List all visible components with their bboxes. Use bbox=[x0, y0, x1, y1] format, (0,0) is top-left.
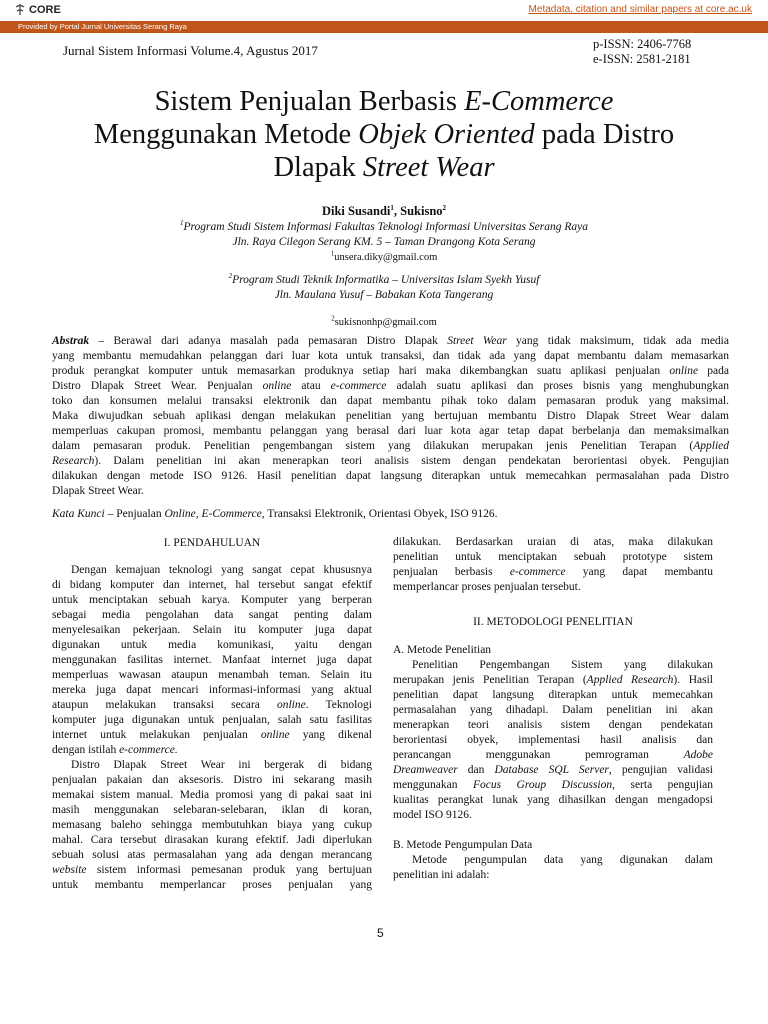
subsection-heading: B. Metode Pengumpulan Data bbox=[393, 839, 533, 851]
body-text: , pengujian validasi bbox=[608, 764, 714, 776]
email-address: sukisnonhp@gmail.com bbox=[334, 317, 437, 328]
abstract-text: – Berawal dari adanya masalah pada pemasaran Distro Dlapak bbox=[89, 335, 448, 347]
email-address: unsera.diky@gmail.com bbox=[334, 252, 438, 263]
body-text: memperlancar proses penjualan tersebut. bbox=[393, 581, 581, 593]
section-heading: II. METODOLOGI PENELITIAN bbox=[473, 616, 633, 628]
body-text: yang dapat membantu bbox=[565, 566, 713, 578]
abstract bbox=[52, 334, 729, 499]
issn-block bbox=[593, 37, 691, 67]
body-text: memasang baleho sehingga membutuhkan biaya yang cukup bbox=[52, 819, 372, 831]
core-logo[interactable] bbox=[14, 3, 61, 16]
core-banner bbox=[0, 0, 768, 21]
affiliation-2 bbox=[0, 273, 768, 330]
abstract-text: Street Wear bbox=[447, 335, 507, 347]
abstract-text: online bbox=[262, 380, 292, 392]
body-text: internet untuk melakukan penjualan bbox=[52, 729, 261, 741]
body-text: menerapkan teori analisis sistem dengan pendekatan bbox=[393, 719, 713, 731]
title-text: E-Commerce bbox=[464, 86, 614, 117]
affil-line: Jln. Raya Cilegon Serang KM. 5 – Taman Drangong Kota Serang bbox=[232, 236, 536, 248]
body-text: sistem informasi pemesanan produk yang bertujuan bbox=[86, 864, 372, 876]
core-metadata-link[interactable]: Metadata, citation and similar papers at core.ac.uk bbox=[528, 4, 752, 15]
author-name: , Sukisno bbox=[393, 204, 443, 218]
core-logo-text: CORE bbox=[29, 3, 61, 16]
body-text: perancangan menggunakan pemrograman bbox=[393, 749, 684, 761]
abstract-text: Research bbox=[52, 455, 95, 467]
right-column bbox=[393, 535, 713, 883]
body-text: penjualan pakaian dan aksesoris. Distro ini sekarang masih bbox=[52, 774, 372, 786]
body-text: ). Hasil bbox=[673, 674, 713, 686]
body-text: Adobe bbox=[683, 749, 713, 761]
affil-line: Jln. Maulana Yusuf – Babakan Kota Tangerang bbox=[274, 289, 494, 301]
body-text: penelitian dapat langsung diterapkan untuk memecahkan bbox=[393, 689, 713, 701]
abstract-text: Applied bbox=[693, 440, 729, 452]
subsection-heading: A. Metode Penelitian bbox=[393, 644, 492, 656]
body-text: , serta pengujian bbox=[612, 779, 714, 791]
abstract-text: ). Dalam penelitian ini akan menerapkan teori analisis sistem dengan pendekatan berorientasi obyek. Pengujian bbox=[94, 455, 729, 467]
body-text: komputer juga digunakan untuk penjualan, salah satu fasilitas bbox=[52, 714, 372, 726]
keywords-text: , Transaksi Elektronik, Orientasi Obyek, ISO 9126. bbox=[261, 508, 498, 520]
abstract-text: Distro Dlapak Street Wear. Penjualan bbox=[52, 380, 263, 392]
body-text: merupakan jenis Penelitian Terapan ( bbox=[393, 674, 587, 686]
abstract-text: pada bbox=[698, 365, 729, 377]
body-text: mahal. Cara tersebut dirasakan kurang efektif. Jadi diperlukan bbox=[52, 834, 372, 846]
body-text: sebuah solusi atas permasalahan yang ada dengan merancang bbox=[52, 849, 372, 861]
body-text: Distro Dlapak Street Wear ini bergerak di bidang bbox=[71, 759, 372, 771]
abstract-text: online bbox=[669, 365, 699, 377]
body-text: Dengan kemajuan teknologi yang sangat cepat khususnya bbox=[71, 564, 372, 576]
body-text: digunakan untuk media komunikasi, yaitu dengan bbox=[52, 639, 372, 651]
body-text: Penelitian Pengembangan Sistem yang dilakukan bbox=[412, 659, 713, 671]
body-text: mereka juga dapat mencari informasi-informasi yang aktual bbox=[52, 684, 372, 696]
body-text: di bidang komputer dan internet, hal tersebut sangat efektif bbox=[52, 579, 372, 591]
body-text: dan bbox=[457, 764, 495, 776]
keywords-text: Online, E-Commerce bbox=[164, 508, 262, 520]
abstract-text: Dlapak Street Wear. bbox=[52, 485, 144, 497]
body-text: memperluas wawasan ataupun menambah teman. Selain itu bbox=[52, 669, 372, 681]
affil-line: Program Studi Sistem Informasi Fakultas Teknologi Informasi Universitas Serang Raya bbox=[183, 221, 588, 233]
title-text: Sistem Penjualan Berbasis bbox=[154, 86, 465, 117]
author-sup: 1 bbox=[390, 203, 394, 212]
body-text: menggunakan fasilitas internet. Manfaat internet juga dapat bbox=[52, 654, 372, 666]
left-column bbox=[52, 536, 372, 893]
affil-sup: 1 bbox=[179, 219, 184, 228]
title-text: Dlapak bbox=[273, 152, 363, 183]
abstract-text: dilakukan dengan metode ISO 9126. Hasil penelitian dapat langsung diterapkan untuk memecahkan permasalahan pada Distro bbox=[52, 470, 729, 482]
body-text: menggunakan bbox=[393, 779, 473, 791]
affil-sup: 1 bbox=[330, 249, 335, 258]
affil-line: Program Studi Teknik Informatika – Universitas Islam Syekh Yusuf bbox=[232, 274, 540, 286]
title-text: pada Distro bbox=[534, 119, 675, 150]
body-text: penjualan berbasis bbox=[393, 566, 510, 578]
body-text: Dreamweaver bbox=[393, 764, 458, 776]
body-text: untuk menciptakan sebuah karya. Komputer yang berperan bbox=[52, 594, 372, 606]
body-text: penelitian ini adalah: bbox=[393, 869, 490, 881]
e-issn: e-ISSN: 2581-2181 bbox=[593, 52, 691, 66]
body-text: Applied Research bbox=[586, 674, 674, 686]
abstract-text: adalah suatu aplikasi dan proses bisnis yang menghubungkan bbox=[386, 380, 730, 392]
body-text: ataupun melakukan transaksi secara bbox=[52, 699, 277, 711]
author-sup: 2 bbox=[442, 203, 447, 212]
body-text: Database SQL Server bbox=[494, 764, 609, 776]
body-text: model ISO 9126. bbox=[393, 809, 472, 821]
abstract-text: yang membantu memudahkan pelanggan dari luar kota untuk transaksi, dan tidak ada yang dapat membantu dalam memasarkan bbox=[52, 350, 729, 362]
affil-sup: 2 bbox=[228, 272, 233, 281]
abstract-text: produk perangkat komputer untuk memasarkan produknya setiap hari maka dikembangkan suatu aplikasi penjualan bbox=[52, 365, 670, 377]
body-text: dilakukan. Berdasarkan uraian di atas, maka dilakukan bbox=[393, 536, 713, 548]
body-text: permasalahan yang dihadapi. Dalam penelitian ini akan bbox=[393, 704, 713, 716]
title-text: Street Wear bbox=[362, 152, 495, 183]
body-text: Focus Group Discussion bbox=[472, 779, 613, 791]
body-text: berorientasi obyek, implementasi hasil analisis dan bbox=[393, 734, 713, 746]
abstract-text: atau bbox=[291, 380, 331, 392]
core-provided-text[interactable]: Provided by Portal Jurnal Universitas Serang Raya bbox=[18, 22, 187, 31]
body-text: online bbox=[276, 699, 306, 711]
body-text: kualitas perangkat lunak yang dihasilkan dengan mengadopsi bbox=[393, 794, 713, 806]
affil-sup: 2 bbox=[331, 314, 335, 323]
abstract-text: memperluas cakupan promosi, membantu pelanggan yang berasal dari luar kota agar tetap dapat berbelanja dan memaksimalkan bbox=[52, 425, 729, 437]
journal-name: Jurnal Sistem Informasi Volume.4, Agustus 2017 bbox=[63, 43, 318, 58]
abstract-text: dalam pemasaran produk. Penelitian pengembangan sistem yang dilakukan merupakan jenis Penelitian Terapan ( bbox=[52, 440, 694, 452]
body-text: masih menggunakan selebaran-selebaran, iklan di koran, bbox=[52, 804, 372, 816]
body-text: dengan istilah bbox=[52, 744, 120, 756]
body-text: e-commerce. bbox=[119, 744, 178, 756]
title-text: Menggunakan Metode bbox=[93, 119, 359, 150]
body-text: penelitian untuk menciptakan sebuah prototype sistem bbox=[393, 551, 713, 563]
keywords-text: – Penjualan bbox=[104, 508, 165, 520]
section-heading: I. PENDAHULUAN bbox=[163, 537, 261, 549]
body-text: sebagai media pengolahan data sangat penting dalam bbox=[52, 609, 372, 621]
title-text: Objek Oriented bbox=[358, 119, 535, 150]
abstract-text: yang tidak maksimum, tidak ada media bbox=[506, 335, 729, 347]
affiliation-1 bbox=[0, 220, 768, 265]
core-logo-icon bbox=[14, 3, 26, 16]
page-number: 5 bbox=[377, 926, 384, 940]
p-issn: p-ISSN: 2406-7768 bbox=[593, 37, 692, 51]
abstract-text: Maka diwujudkan sebuah aplikasi dengan melakukan penelitian yang bertujuan membantu Distro Dlapak Street Wear dalam bbox=[52, 410, 729, 422]
abstract-label: Abstrak bbox=[52, 335, 90, 347]
body-text: menyelesaikan pekerjaan. Selain itu komputer juga dapat bbox=[52, 624, 372, 636]
body-text: untuk membantu memperlancar proses penjualan yang bbox=[52, 879, 372, 891]
body-text: e-commerce bbox=[509, 566, 566, 578]
body-text: Metode pengumpulan data yang digunakan dalam bbox=[412, 854, 713, 866]
core-provided-bar bbox=[0, 21, 768, 33]
keywords-label: Kata Kunci bbox=[52, 508, 105, 520]
authors bbox=[0, 204, 768, 219]
paper-title bbox=[40, 85, 728, 184]
author-name: Diki Susandi bbox=[321, 204, 391, 218]
body-text: website bbox=[52, 864, 87, 876]
body-text: memakai sistem manual. Media promosi yang di pakai saat ini bbox=[52, 789, 372, 801]
abstract-text: toko dan konsumen melalui transaksi elektronik dan dapat membantu pihak toko dalam pemasaran produk yang maksimal. bbox=[52, 395, 729, 407]
keywords bbox=[52, 508, 497, 520]
body-text: yang dikenal bbox=[289, 729, 372, 741]
body-text: online bbox=[260, 729, 290, 741]
body-text: . Teknologi bbox=[305, 699, 372, 711]
abstract-text: e-commerce bbox=[330, 380, 387, 392]
